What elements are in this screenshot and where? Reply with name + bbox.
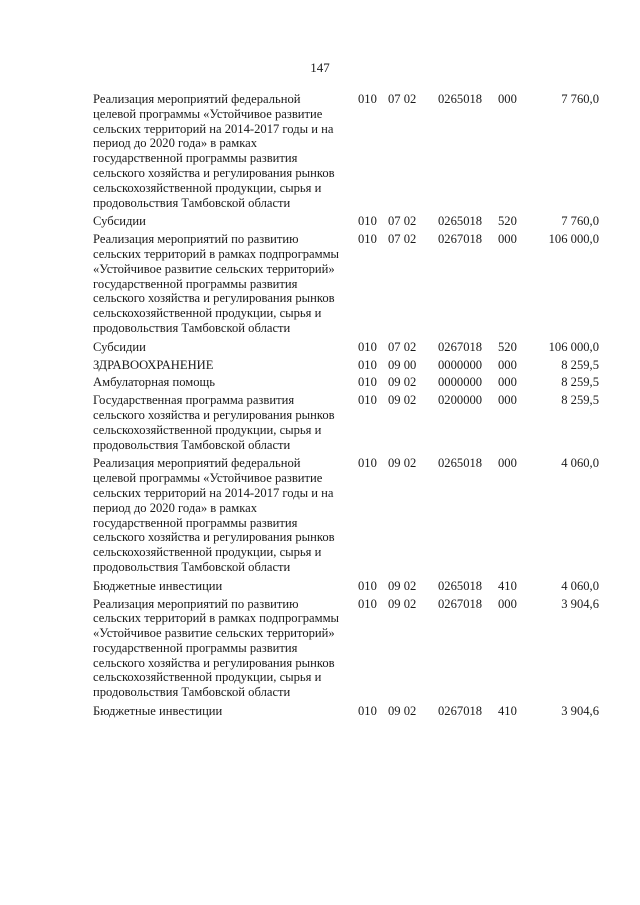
expense-type-code: 000 — [498, 393, 517, 408]
table-row — [93, 375, 613, 390]
amount: 106 000,0 — [548, 232, 599, 247]
table-row — [93, 232, 613, 336]
row-name: ЗДРАВООХРАНЕНИЕ — [93, 357, 214, 372]
target-code: 0267018 — [438, 704, 483, 719]
section-code: 07 02 — [388, 232, 417, 247]
expense-type-code: 000 — [498, 92, 517, 106]
ministry-code: 010 — [358, 456, 377, 471]
row-name: Амбулаторная помощь — [93, 375, 215, 390]
amount: 3 904,6 — [561, 704, 599, 719]
row-name: Реализация мероприятий федеральной целевой программы «Устойчивое развитие сельских территорий на 2014-2017 годы и на период до 2020 года» в рамках государственной программы развития сельского хозяйства и регулирования рынков сельскохозяйственной продукции, сырья и продовольствия Тамбовской области — [93, 456, 335, 574]
section-code: 09 02 — [388, 393, 417, 408]
section-code: 07 02 — [388, 214, 417, 229]
target-code: 0265018 — [438, 214, 483, 229]
row-name: Бюджетные инвестиции — [93, 704, 223, 719]
row-name: Субсидии — [93, 214, 146, 229]
expense-type-code: 000 — [498, 375, 517, 390]
table-row — [93, 704, 613, 719]
row-name: Государственная программа развития сельского хозяйства и регулирования рынков сельскохозяйственной продукции, сырья и продовольствия Тамбовской области — [93, 393, 335, 452]
target-code: 0200000 — [438, 393, 483, 408]
amount: 7 760,0 — [561, 214, 599, 229]
ministry-code: 010 — [358, 232, 377, 247]
table-row — [93, 92, 613, 210]
section-code: 09 02 — [388, 578, 417, 593]
target-code: 0267018 — [438, 339, 483, 354]
ministry-code: 010 — [358, 339, 377, 354]
table-row — [93, 393, 613, 452]
table-row — [93, 340, 613, 355]
target-code: 0267018 — [438, 232, 483, 247]
section-code: 09 00 — [388, 357, 417, 372]
ministry-code: 010 — [358, 375, 377, 390]
amount: 8 259,5 — [561, 375, 599, 390]
target-code: 0265018 — [438, 456, 483, 471]
amount: 8 259,5 — [561, 393, 599, 408]
amount: 3 904,6 — [561, 596, 599, 611]
row-name: Бюджетные инвестиции — [93, 578, 223, 593]
amount: 106 000,0 — [548, 339, 599, 354]
ministry-code: 010 — [358, 357, 377, 372]
target-code: 0267018 — [438, 596, 483, 611]
table-row — [93, 358, 613, 373]
ministry-code: 010 — [358, 704, 377, 719]
target-code: 0265018 — [438, 92, 483, 106]
ministry-code: 010 — [358, 596, 377, 611]
budget-table — [93, 92, 613, 719]
amount: 4 060,0 — [561, 456, 599, 471]
table-row — [93, 579, 613, 594]
expense-type-code: 000 — [498, 596, 517, 611]
target-code: 0265018 — [438, 578, 483, 593]
ministry-code: 010 — [358, 578, 377, 593]
section-code: 09 02 — [388, 704, 417, 719]
ministry-code: 010 — [358, 92, 377, 106]
expense-type-code: 520 — [498, 339, 517, 354]
row-name: Субсидии — [93, 339, 146, 354]
amount: 7 760,0 — [561, 92, 599, 106]
row-name: Реализация мероприятий по развитию сельских территорий в рамках подпрограммы «Устойчивое развитие сельских территорий» государственной программы развития сельского хозяйства и регулирования рынков сельскохозяйственной продукции, сырья и продовольствия Тамбовской области — [93, 596, 340, 700]
table-row — [93, 214, 613, 229]
expense-type-code: 000 — [498, 357, 517, 372]
section-code: 07 02 — [388, 92, 417, 106]
row-name: Реализация мероприятий федеральной целевой программы «Устойчивое развитие сельских территорий на 2014-2017 годы и на период до 2020 года» в рамках государственной программы развития сельского хозяйства и регулирования рынков сельскохозяйственной продукции, сырья и продовольствия Тамбовской области — [93, 92, 335, 210]
expense-type-code: 520 — [498, 214, 517, 229]
section-code: 07 02 — [388, 339, 417, 354]
section-code: 09 02 — [388, 596, 417, 611]
expense-type-code: 000 — [498, 232, 517, 247]
section-code: 09 02 — [388, 375, 417, 390]
row-name: Реализация мероприятий по развитию сельских территорий в рамках подпрограммы «Устойчивое развитие сельских территорий» государственной программы развития сельского хозяйства и регулирования рынков сельскохозяйственной продукции, сырья и продовольствия Тамбовской области — [93, 232, 340, 335]
expense-type-code: 000 — [498, 456, 517, 471]
expense-type-code: 410 — [498, 704, 517, 719]
table-row — [93, 456, 613, 574]
ministry-code: 010 — [358, 393, 377, 408]
page-number: 147 — [310, 60, 330, 75]
section-code: 09 02 — [388, 456, 417, 471]
ministry-code: 010 — [358, 214, 377, 229]
amount: 8 259,5 — [561, 357, 599, 372]
target-code: 0000000 — [438, 357, 483, 372]
amount: 4 060,0 — [561, 578, 599, 593]
target-code: 0000000 — [438, 375, 483, 390]
table-row — [93, 597, 613, 701]
expense-type-code: 410 — [498, 578, 517, 593]
